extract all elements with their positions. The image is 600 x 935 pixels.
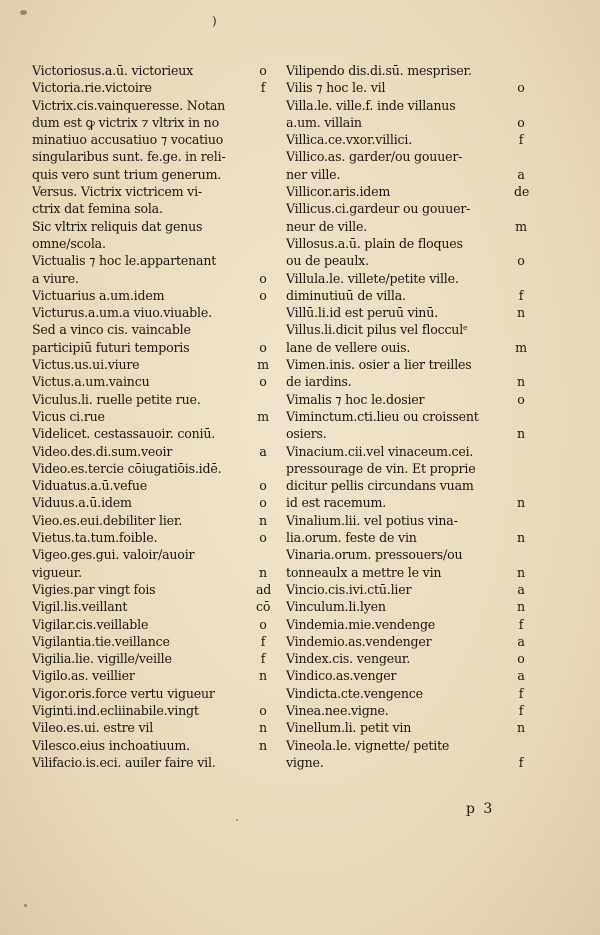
dictionary-line	[32, 114, 270, 131]
entry-text: participiū futuri temporis	[32, 339, 190, 355]
entry-text: Vilis ⁊ hoc le. vil	[286, 80, 386, 96]
dictionary-line	[32, 702, 270, 719]
dictionary-line	[286, 650, 528, 667]
part-of-speech-mark: n	[259, 737, 267, 753]
dictionary-line	[32, 218, 270, 235]
dictionary-line	[286, 581, 528, 598]
part-of-speech-mark: n	[517, 564, 525, 580]
entry-text: Video.es.tercie cōiugatiōis.idē.	[32, 460, 222, 476]
part-of-speech-mark: f	[518, 616, 524, 632]
dictionary-line	[32, 79, 270, 96]
entry-text: Vinaria.orum. pressouers/ou	[286, 547, 463, 563]
part-of-speech-mark: o	[517, 651, 525, 667]
part-of-speech-mark: n	[517, 720, 525, 736]
entry-text: dicitur pellis circundans vuam	[286, 478, 474, 494]
entry-text: Victrix.cis.vainqueresse. Notan	[32, 97, 226, 113]
entry-text: Vinculum.li.lyen	[286, 599, 386, 615]
entry-text: Vigor.oris.force vertu vigueur	[32, 685, 215, 701]
dictionary-line	[286, 512, 528, 529]
part-of-speech-mark: a	[517, 633, 525, 649]
dictionary-line	[286, 200, 528, 217]
entry-text: Viduatus.a.ū.vefue	[32, 478, 148, 494]
dictionary-line	[286, 616, 528, 633]
entry-text: Vimalis ⁊ hoc le.dosier	[286, 391, 425, 407]
entry-text: Viduus.a.ū.idem	[32, 495, 132, 511]
entry-text: Vilesco.eius inchoatiuum.	[32, 737, 190, 753]
dictionary-line	[286, 79, 528, 96]
dictionary-line	[32, 581, 270, 598]
entry-text: singularibus sunt. fe.ge. in reli-	[32, 149, 226, 165]
entry-text: id est racemum.	[286, 495, 387, 511]
dictionary-line	[286, 546, 528, 563]
entry-text: vigueur.	[32, 564, 82, 580]
entry-text: Victoriosus.a.ū. victorieux	[32, 63, 194, 78]
dictionary-line	[32, 667, 270, 684]
entry-text: Vincio.cis.ivi.ctū.lier	[286, 581, 412, 597]
dictionary-line	[32, 616, 270, 633]
dictionary-line	[286, 564, 528, 581]
entry-text: Vilipendo dis.di.sū. mespriser.	[286, 63, 472, 78]
right-column	[286, 62, 528, 771]
entry-text: Villicus.ci.gardeur ou gouuer-	[286, 201, 471, 217]
dictionary-line	[286, 667, 528, 684]
dictionary-line	[32, 650, 270, 667]
entry-text: Victualis ⁊ hoc le.appartenant	[32, 253, 217, 269]
dictionary-line	[286, 685, 528, 702]
dictionary-line	[286, 270, 528, 287]
part-of-speech-mark: cō	[256, 599, 271, 615]
dictionary-line	[286, 391, 528, 408]
dictionary-line	[32, 443, 270, 460]
entry-text: ctrix dat femina sola.	[32, 201, 163, 217]
dictionary-line	[32, 685, 270, 702]
entry-text: Victus.us.ui.viure	[32, 357, 140, 373]
page-top-mark: )	[212, 14, 217, 28]
dictionary-line	[286, 633, 528, 650]
entry-text: vigne.	[286, 754, 324, 770]
dictionary-line	[32, 477, 270, 494]
dictionary-line	[32, 633, 270, 650]
entry-text: de iardins.	[286, 374, 352, 390]
entry-text: Villicor.aris.idem	[286, 184, 391, 200]
ink-speck	[24, 904, 27, 907]
entry-text: minatiuo accusatiuo ⁊ vocatiuo	[32, 132, 224, 148]
dictionary-line	[32, 148, 270, 165]
entry-text: lia.orum. feste de vin	[286, 530, 417, 546]
ink-speck	[20, 10, 27, 15]
entry-text: ner ville.	[286, 166, 341, 182]
entry-text: Villula.le. villete/petite ville.	[286, 270, 459, 286]
dictionary-line	[286, 529, 528, 546]
part-of-speech-mark: m	[515, 218, 527, 234]
dictionary-line	[286, 494, 528, 511]
dictionary-line	[32, 737, 270, 754]
part-of-speech-mark: o	[259, 63, 267, 78]
part-of-speech-mark: o	[259, 530, 267, 546]
dictionary-line	[32, 391, 270, 408]
entry-text: Vindicta.cte.vengence	[286, 685, 423, 701]
dictionary-line	[286, 183, 528, 200]
entry-text: Vinellum.li. petit vin	[286, 720, 412, 736]
part-of-speech-mark: f	[518, 702, 524, 718]
dictionary-line	[286, 425, 528, 442]
dictionary-line	[286, 166, 528, 183]
entry-text: Viminctum.cti.lieu ou croissent	[286, 408, 479, 424]
part-of-speech-mark: o	[259, 495, 267, 511]
part-of-speech-mark: f	[260, 633, 266, 649]
entry-text: Sic vltrix reliquis dat genus	[32, 218, 203, 234]
dictionary-line	[32, 512, 270, 529]
dictionary-line	[32, 321, 270, 338]
ink-speck	[236, 819, 238, 821]
dictionary-line	[286, 408, 528, 425]
dictionary-line	[286, 598, 528, 615]
entry-text: Videlicet. cestassauoir. coniū.	[32, 426, 216, 442]
entry-text: Villa.le. ville.f. inde villanus	[286, 97, 456, 113]
dictionary-line	[286, 339, 528, 356]
part-of-speech-mark: o	[517, 80, 525, 96]
dictionary-line	[286, 235, 528, 252]
dictionary-line	[286, 252, 528, 269]
dictionary-line	[32, 564, 270, 581]
entry-text: Vindemia.mie.vendenge	[286, 616, 436, 632]
dictionary-line	[32, 719, 270, 736]
part-of-speech-mark: n	[517, 374, 525, 390]
part-of-speech-mark: f	[518, 287, 524, 303]
dictionary-line	[32, 287, 270, 304]
dictionary-line	[32, 252, 270, 269]
entry-text: Vieo.es.eui.debiliter lier.	[32, 512, 183, 528]
dictionary-line	[32, 425, 270, 442]
part-of-speech-mark: o	[259, 270, 267, 286]
entry-text: Villū.li.id est peruū vinū.	[286, 305, 438, 321]
left-column	[32, 62, 270, 771]
entry-text: diminutiuū de villa.	[286, 287, 406, 303]
part-of-speech-mark: o	[517, 391, 525, 407]
part-of-speech-mark: a	[259, 443, 267, 459]
dictionary-line	[286, 754, 528, 771]
dictionary-line	[286, 477, 528, 494]
dictionary-line	[286, 719, 528, 736]
entry-text: Vigeo.ges.gui. valoir/auoir	[32, 547, 195, 563]
entry-text: Viginti.ind.ecliinabile.vingt	[32, 702, 199, 718]
entry-text: Video.des.di.sum.veoir	[32, 443, 173, 459]
dictionary-line	[32, 546, 270, 563]
entry-text: Versus. Victrix victricem vi-	[32, 184, 202, 200]
entry-text: Vineola.le. vignette/ petite	[286, 737, 450, 753]
entry-text: Vindemio.as.vendenger	[286, 633, 432, 649]
part-of-speech-mark: de	[514, 184, 530, 200]
dictionary-line	[286, 218, 528, 235]
entry-text: omne/scola.	[32, 235, 106, 251]
part-of-speech-mark: n	[517, 426, 525, 442]
dictionary-line	[32, 529, 270, 546]
part-of-speech-mark: a	[517, 668, 525, 684]
part-of-speech-mark: f	[260, 80, 266, 96]
entry-text: Victus.a.um.vaincu	[32, 374, 150, 390]
dictionary-line	[32, 97, 270, 114]
part-of-speech-mark: a	[517, 166, 525, 182]
part-of-speech-mark: n	[517, 495, 525, 511]
entry-text: Vigilar.cis.veillable	[32, 616, 149, 632]
dictionary-line	[32, 494, 270, 511]
dictionary-line	[286, 373, 528, 390]
part-of-speech-mark: n	[259, 564, 267, 580]
part-of-speech-mark: n	[517, 530, 525, 546]
dictionary-line	[286, 737, 528, 754]
entry-text: Vietus.ta.tum.foible.	[32, 530, 158, 546]
entry-text: ou de peaulx.	[286, 253, 369, 269]
part-of-speech-mark: n	[259, 720, 267, 736]
part-of-speech-mark: f	[518, 132, 524, 148]
entry-text: Vinalium.lii. vel potius vina-	[286, 512, 458, 528]
entry-text: Vigies.par vingt fois	[32, 581, 156, 597]
entry-text: Sed a vinco cis. vaincable	[32, 322, 191, 338]
entry-text: Vilifacio.is.eci. auiler faire vil.	[32, 754, 216, 770]
dictionary-line	[32, 339, 270, 356]
part-of-speech-mark: o	[259, 478, 267, 494]
part-of-speech-mark: n	[517, 305, 525, 321]
entry-text: neur de ville.	[286, 218, 368, 234]
part-of-speech-mark: ad	[256, 581, 272, 597]
part-of-speech-mark: a	[517, 581, 525, 597]
entry-text: quis vero sunt trium generum.	[32, 166, 222, 182]
entry-text: Villica.ce.vxor.villici.	[286, 132, 413, 148]
dictionary-line	[32, 598, 270, 615]
dictionary-line	[32, 183, 270, 200]
entry-text: Victurus.a.um.a viuo.viuable.	[32, 305, 212, 321]
part-of-speech-mark: n	[259, 512, 267, 528]
dictionary-line	[286, 321, 528, 338]
entry-text: dum est ꝙ victrix ⁊ vltrix in no	[32, 114, 219, 130]
dictionary-line	[32, 200, 270, 217]
entry-text: Vigilantia.tie.veillance	[32, 633, 170, 649]
dictionary-line	[32, 166, 270, 183]
dictionary-line	[32, 235, 270, 252]
entry-text: pressourage de vin. Et proprie	[286, 460, 476, 476]
entry-text: tonneaulx a mettre le vin	[286, 564, 442, 580]
dictionary-line	[32, 304, 270, 321]
entry-text: Vimen.inis. osier a lier treilles	[286, 357, 472, 373]
part-of-speech-mark: n	[517, 599, 525, 615]
part-of-speech-mark: f	[518, 685, 524, 701]
dictionary-line	[32, 131, 270, 148]
dictionary-line	[32, 270, 270, 287]
dictionary-line	[286, 304, 528, 321]
entry-text: Vigil.lis.veillant	[32, 599, 128, 615]
part-of-speech-mark: o	[517, 253, 525, 269]
dictionary-line	[286, 702, 528, 719]
dictionary-line	[286, 62, 528, 79]
part-of-speech-mark: n	[259, 668, 267, 684]
part-of-speech-mark: f	[518, 754, 524, 770]
entry-text: Viculus.li. ruelle petite rue.	[32, 391, 201, 407]
entry-text: Vigilo.as. veillier	[32, 668, 135, 684]
part-of-speech-mark: o	[517, 114, 525, 130]
dictionary-line	[32, 356, 270, 373]
part-of-speech-mark: o	[259, 374, 267, 390]
dictionary-line	[32, 754, 270, 771]
dictionary-line	[286, 114, 528, 131]
entry-text: Victoria.rie.victoire	[32, 80, 152, 96]
part-of-speech-mark: o	[259, 702, 267, 718]
entry-text: Vileo.es.ui. estre vil	[32, 720, 154, 736]
entry-text: Vigilia.lie. vigille/veille	[32, 651, 172, 667]
entry-text: Vindico.as.venger	[286, 668, 397, 684]
entry-text: Villico.as. garder/ou gouuer-	[286, 149, 463, 165]
part-of-speech-mark: m	[257, 408, 269, 424]
entry-text: a viure.	[32, 270, 79, 286]
dictionary-line	[286, 97, 528, 114]
part-of-speech-mark: m	[515, 339, 527, 355]
part-of-speech-mark: f	[260, 651, 266, 667]
dictionary-line	[32, 373, 270, 390]
entry-text: osiers.	[286, 426, 327, 442]
dictionary-line	[32, 460, 270, 477]
entry-text: Victuarius a.um.idem	[32, 287, 165, 303]
dictionary-line	[286, 131, 528, 148]
part-of-speech-mark: m	[257, 357, 269, 373]
page-signature: p 3	[466, 801, 495, 817]
entry-text: a.um. villain	[286, 114, 362, 130]
dictionary-line	[32, 62, 270, 79]
entry-text: Vindex.cis. vengeur.	[286, 651, 411, 667]
entry-text: Vinacium.cii.vel vinaceum.cei.	[286, 443, 474, 459]
part-of-speech-mark: o	[259, 616, 267, 632]
entry-text: Villosus.a.ū. plain de floques	[286, 235, 463, 251]
dictionary-line	[286, 287, 528, 304]
part-of-speech-mark: o	[259, 287, 267, 303]
entry-text: Villus.li.dicit pilus vel flocculᵉ	[286, 322, 468, 338]
part-of-speech-mark: o	[259, 339, 267, 355]
dictionary-line	[286, 356, 528, 373]
entry-text: lane de vellere ouis.	[286, 339, 411, 355]
dictionary-line	[32, 408, 270, 425]
dictionary-line	[286, 443, 528, 460]
entry-text: Vinea.nee.vigne.	[286, 702, 389, 718]
entry-text: Vicus ci.rue	[32, 408, 105, 424]
dictionary-line	[286, 460, 528, 477]
dictionary-line	[286, 148, 528, 165]
